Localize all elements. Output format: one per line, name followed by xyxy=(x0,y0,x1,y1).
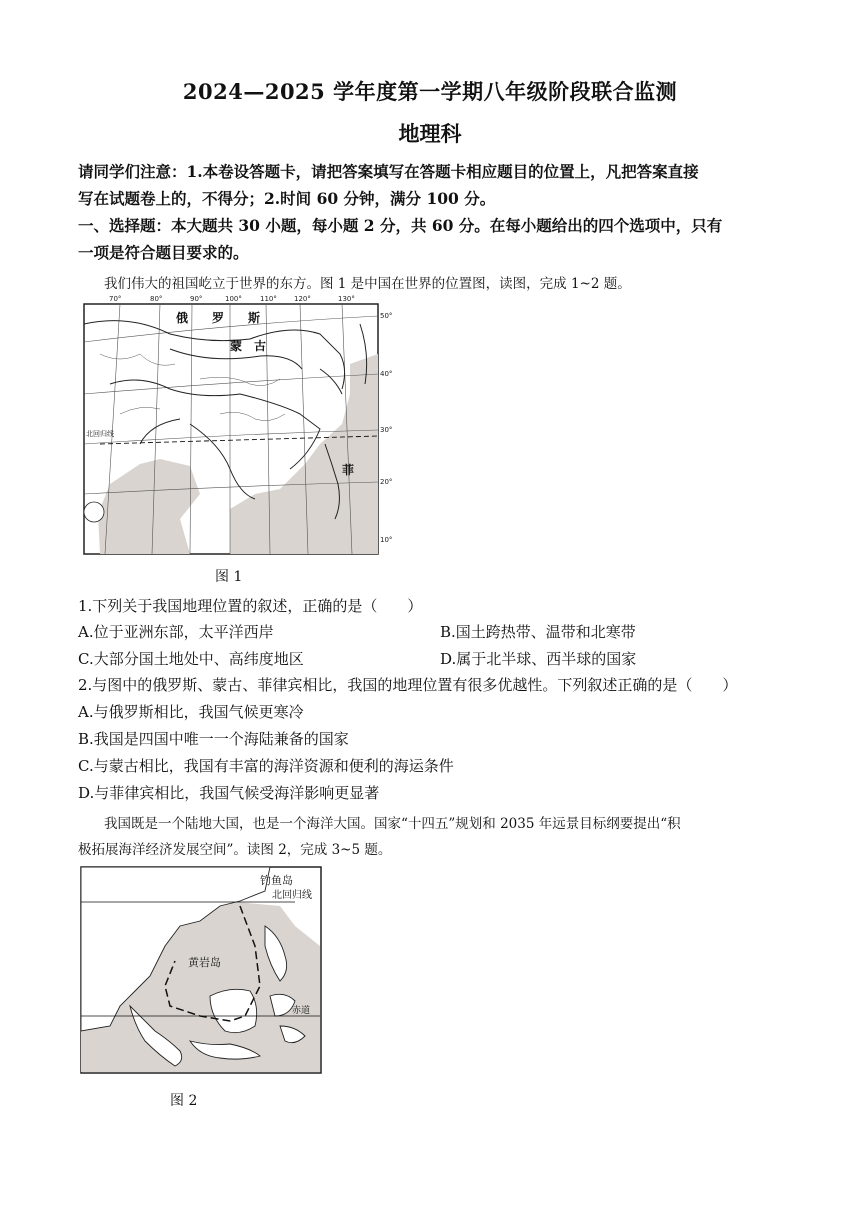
lat-label-40: 40° xyxy=(380,370,393,378)
label-mongolia: 蒙 古 xyxy=(230,339,267,353)
figure-1-map xyxy=(80,294,400,560)
label-tropic-2: 北回归线 xyxy=(272,890,312,901)
q2-option-d[interactable]: D.与菲律宾相比，我国气候受海洋影响更显著 xyxy=(78,784,380,802)
notice-line-2: 写在试题卷上的，不得分；2.时间 60 分钟，满分 100 分。 xyxy=(78,189,496,208)
subject-title: 地理科 xyxy=(398,121,462,146)
lon-label-110: 110° xyxy=(260,295,277,303)
lon-label-100: 100° xyxy=(225,295,242,303)
q2-stem: 2.与图中的俄罗斯、蒙古、菲律宾相比，我国的地理位置有很多优越性。下列叙述正确的是（ ） xyxy=(78,676,738,694)
q1-option-c[interactable]: C.大部分国土地处中、高纬度地区 xyxy=(78,650,304,668)
label-russia: 俄 罗 斯 xyxy=(176,311,261,325)
label-tropic-1: 北回归线 xyxy=(86,430,114,438)
q2-option-b[interactable]: B.我国是四国中唯一一个海陆兼备的国家 xyxy=(78,730,349,748)
notice-line-1: 请同学们注意：1.本卷设答题卡，请把答案填写在答题卡相应题目的位置上，凡把答案直接 xyxy=(78,162,699,181)
lat-label-20: 20° xyxy=(380,478,393,486)
figure-1-caption: 图 1 xyxy=(215,569,243,585)
q2-option-c[interactable]: C.与蒙古相比，我国有丰富的海洋资源和便利的海运条件 xyxy=(78,757,454,775)
q1-option-b[interactable]: B.国土跨热带、温带和北寒带 xyxy=(440,623,636,641)
intro-2-line-1: 我国既是一个陆地大国，也是一个海洋大国。国家“十四五”规划和 2035 年远景目标纲要提出“积 xyxy=(104,816,681,832)
exam-title: 2024—2025 学年度第一学期八年级阶段联合监测 xyxy=(182,79,678,104)
label-diaoyu: 钓鱼岛 xyxy=(260,874,293,887)
label-huangyan: 黄岩岛 xyxy=(188,956,221,969)
section1-line-2: 一项是符合题目要求的。 xyxy=(78,243,249,262)
q1-option-a[interactable]: A.位于亚洲东部，太平洋西岸 xyxy=(78,623,274,641)
q1-stem: 1.下列关于我国地理位置的叙述，正确的是（ ） xyxy=(78,597,423,615)
intro-2-line-2: 极拓展海洋经济发展空间”。读图 2，完成 3~5 题。 xyxy=(78,842,392,858)
lon-label-70: 70° xyxy=(109,295,122,303)
intro-1: 我们伟大的祖国屹立于世界的东方。图 1 是中国在世界的位置图，读图，完成 1~2 题。 xyxy=(104,276,631,292)
lat-label-50: 50° xyxy=(380,312,393,320)
lat-label-30: 30° xyxy=(380,426,393,434)
lat-label-10: 10° xyxy=(380,536,393,544)
q1-option-d[interactable]: D.属于北半球、西半球的国家 xyxy=(440,650,637,668)
label-equator: 赤道 xyxy=(292,1006,311,1016)
figure-1-svg xyxy=(80,294,400,560)
q2-option-a[interactable]: A.与俄罗斯相比，我国气候更寒冷 xyxy=(78,703,304,721)
lon-label-120: 120° xyxy=(294,295,311,303)
section1-line-1: 一、选择题：本大题共 30 小题，每小题 2 分，共 60 分。在每小题给出的四个选项中，只有 xyxy=(78,216,723,235)
lon-label-80: 80° xyxy=(150,295,163,303)
label-philippines: 菲 xyxy=(342,463,355,477)
figure-2-map xyxy=(80,866,324,1076)
figure-2-caption: 图 2 xyxy=(170,1093,198,1109)
lon-label-130: 130° xyxy=(338,295,355,303)
lon-label-90: 90° xyxy=(190,295,203,303)
figure-2-svg xyxy=(80,866,324,1076)
